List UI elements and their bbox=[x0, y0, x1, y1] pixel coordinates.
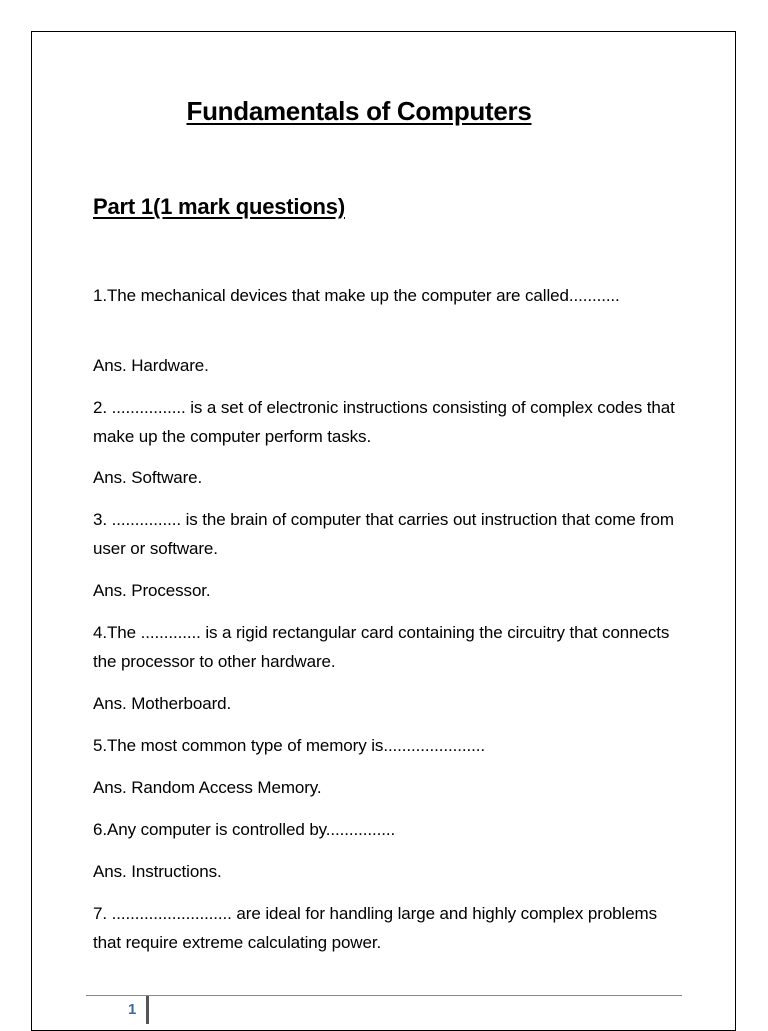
answer-2: Ans. Software. bbox=[93, 468, 203, 487]
question-3: 3. ............... is the brain of computer that carries out instruction that come from user or software. bbox=[93, 510, 674, 558]
question-6: 6.Any computer is controlled by............... bbox=[93, 820, 396, 839]
document-title: Fundamentals of Computers bbox=[186, 96, 532, 126]
question-4: 4.The ............. is a rigid rectangular card containing the circuitry that connects the processor to other hardware. bbox=[93, 623, 670, 671]
question-5: 5.The most common type of memory is...................... bbox=[93, 736, 486, 755]
section-heading: Part 1(1 mark questions) bbox=[93, 194, 345, 219]
page-number-divider bbox=[146, 996, 149, 1024]
question-2: 2. ................ is a set of electronic instructions consisting of complex codes that make up the computer perform tasks. bbox=[93, 398, 675, 446]
answer-6: Ans. Instructions. bbox=[93, 862, 222, 881]
question-7: 7. .......................... are ideal for handling large and highly complex problems that require extreme calculating power. bbox=[93, 904, 658, 952]
answer-3: Ans. Processor. bbox=[93, 581, 211, 600]
answer-4: Ans. Motherboard. bbox=[93, 694, 232, 713]
page-number: 1 bbox=[128, 1001, 137, 1018]
question-1: 1.The mechanical devices that make up the computer are called........... bbox=[93, 286, 620, 305]
answer-1: Ans. Hardware. bbox=[93, 356, 209, 375]
answer-5: Ans. Random Access Memory. bbox=[93, 778, 322, 797]
footer-rule bbox=[86, 995, 682, 996]
